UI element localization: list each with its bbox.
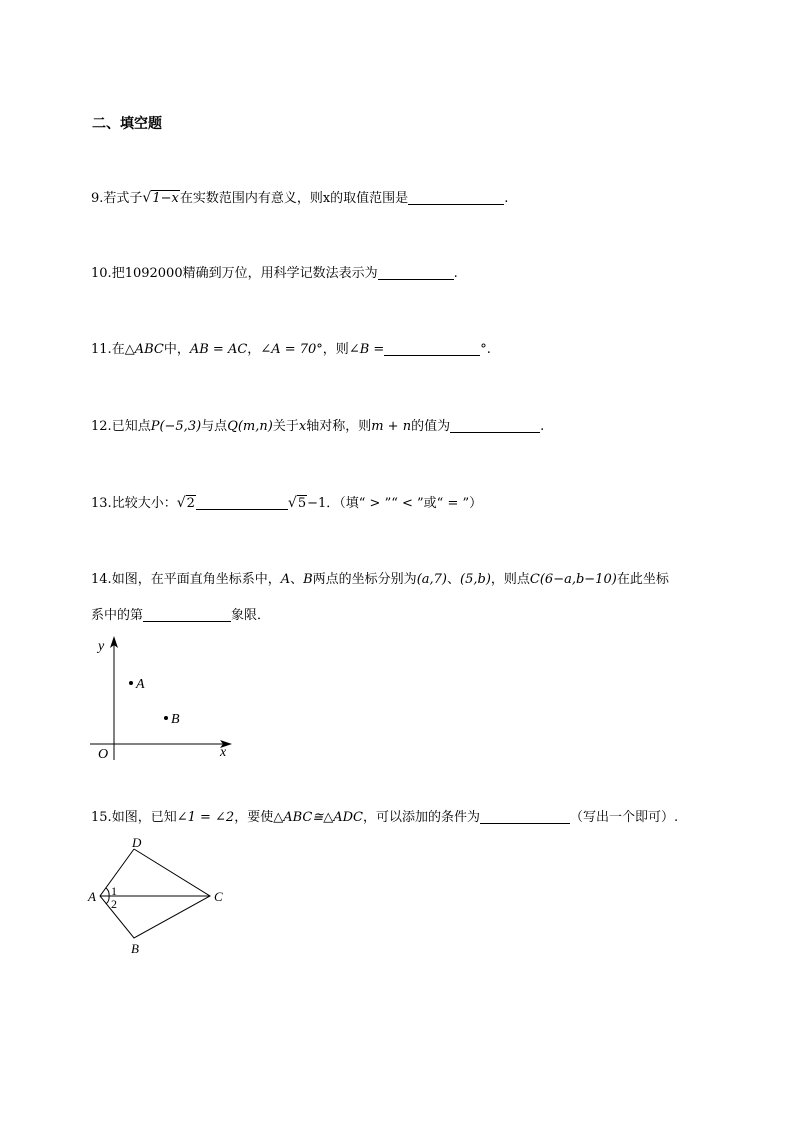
q9-number: 9. xyxy=(91,191,104,206)
q12-point-q: Q(m,n) xyxy=(227,419,273,434)
q12-text-d: 轴对称，则 xyxy=(306,419,372,434)
q14-line2-b: 象限． xyxy=(231,608,271,623)
q14-sep: 、 xyxy=(290,572,304,587)
q11-equal-sides: AB = AC xyxy=(189,342,248,357)
vertex-d-label: D xyxy=(132,836,142,850)
question-15 xyxy=(91,808,678,828)
point-a-label: A xyxy=(136,677,145,692)
vertex-a-label: A xyxy=(88,889,96,904)
q14-answer-blank[interactable] xyxy=(143,607,231,622)
q9-radicand: 1−x xyxy=(152,191,179,206)
q15-angles: ∠1 = ∠2 xyxy=(176,810,235,825)
q14-line2-a: 系中的第 xyxy=(91,608,144,623)
q15-text-a: 如图，已知 xyxy=(111,810,177,825)
question-14-line-2 xyxy=(91,606,270,626)
q11-text-a: 在 xyxy=(111,342,125,357)
q11-text-d: ，则 xyxy=(322,342,349,357)
q12-text-c: 关于 xyxy=(272,419,299,434)
q9-text-b: 在实数范围内有意义，则x的取值范围是 xyxy=(179,191,409,206)
q13-text-b: −1．（填“ > ”“ < ”或“ = ”） xyxy=(307,496,483,511)
vertex-b-label: B xyxy=(131,941,139,956)
q11-answer-blank[interactable] xyxy=(384,341,480,356)
q13-radicand-2: 5 xyxy=(297,496,307,511)
q15-text-c: ，可以添加的条件为 xyxy=(362,810,480,825)
q13-answer-blank[interactable] xyxy=(196,495,288,510)
q10-text-a: 把1092000精确到万位，用科学记数法表示为 xyxy=(111,266,378,281)
sqrt-sign-icon: √ xyxy=(287,495,297,511)
angle-label-1: 1 xyxy=(111,884,117,898)
q14-coord-b: (5,b) xyxy=(460,572,491,587)
sqrt-sign-icon: √ xyxy=(176,495,186,511)
angle-arc-2 xyxy=(106,896,109,904)
q15-text-d: （写出一个即可）. xyxy=(570,810,679,825)
q14-text-b: 两点的坐标分别为 xyxy=(312,572,417,587)
q12-m-plus-n: m + n xyxy=(371,419,412,434)
y-axis-label: y xyxy=(98,639,105,654)
q11-triangle: △ xyxy=(124,342,135,357)
q11-end: °. xyxy=(480,342,491,357)
q11-text-b: 中， xyxy=(163,342,190,357)
q9-text-a: 若式子 xyxy=(103,191,143,206)
angle-arc-1 xyxy=(106,888,109,896)
q12-x: x xyxy=(298,419,307,434)
q12-text-b: 与点 xyxy=(201,419,228,434)
q12-answer-blank[interactable] xyxy=(450,418,540,433)
q14-point-c: C(6−a,b−10) xyxy=(529,572,617,587)
q10-end: . xyxy=(453,266,458,281)
point-a-dot xyxy=(129,681,133,685)
q9-end: . xyxy=(504,191,509,206)
angle-label-2: 2 xyxy=(111,897,117,911)
q15-congruence: △ABC≅△ADC xyxy=(273,810,363,825)
figure-15-quadrilateral xyxy=(86,836,236,961)
sqrt-sign-icon: √ xyxy=(142,190,152,206)
q14-text-c: ，则点 xyxy=(490,572,530,587)
question-11 xyxy=(91,340,491,360)
q15-number: 15. xyxy=(91,810,112,825)
q12-point-p: P(−5,3) xyxy=(150,419,202,434)
q11-angle-a: ∠A = 70° xyxy=(260,342,323,357)
q13-radicand-1: 2 xyxy=(186,496,195,511)
q14-coord-a: (a,7) xyxy=(416,572,447,587)
q15-answer-blank[interactable] xyxy=(480,809,570,824)
q12-text-e: 的值为 xyxy=(411,419,451,434)
point-b-label: B xyxy=(171,712,180,727)
q15-text-b: ，要使 xyxy=(234,810,274,825)
question-14-line-1 xyxy=(91,570,669,590)
q10-answer-blank[interactable] xyxy=(378,265,454,280)
q12-text-a: 已知点 xyxy=(111,419,151,434)
origin-label: O xyxy=(98,747,109,762)
q14-sep2: 、 xyxy=(447,572,461,587)
section-title: 二、填空题 xyxy=(92,116,162,132)
figure-14-coordinate-plane xyxy=(86,632,246,764)
vertex-c-label: C xyxy=(214,889,223,904)
q12-number: 12. xyxy=(91,419,112,434)
q14-text-d: 在此坐标 xyxy=(616,572,669,587)
question-10 xyxy=(91,264,458,284)
question-9 xyxy=(91,188,508,209)
q10-number: 10. xyxy=(91,266,112,281)
q14-number: 14. xyxy=(91,572,112,587)
x-axis-label: x xyxy=(220,745,227,760)
q14-b: B xyxy=(303,572,313,587)
question-13 xyxy=(91,493,482,514)
q12-end: . xyxy=(540,419,545,434)
point-b-dot xyxy=(164,716,168,720)
q11-abc: ABC xyxy=(134,342,164,357)
q14-text-a: 如图，在平面直角坐标系中， xyxy=(111,572,281,587)
q11-number: 11. xyxy=(91,342,112,357)
q13-text-a: 比较大小： xyxy=(111,496,177,511)
q11-angle-b: ∠B = xyxy=(348,342,385,357)
q9-answer-blank[interactable] xyxy=(408,190,504,205)
q13-number: 13. xyxy=(91,496,112,511)
q14-a: A xyxy=(280,572,291,587)
question-12 xyxy=(91,417,544,437)
q11-text-c: ， xyxy=(247,342,261,357)
